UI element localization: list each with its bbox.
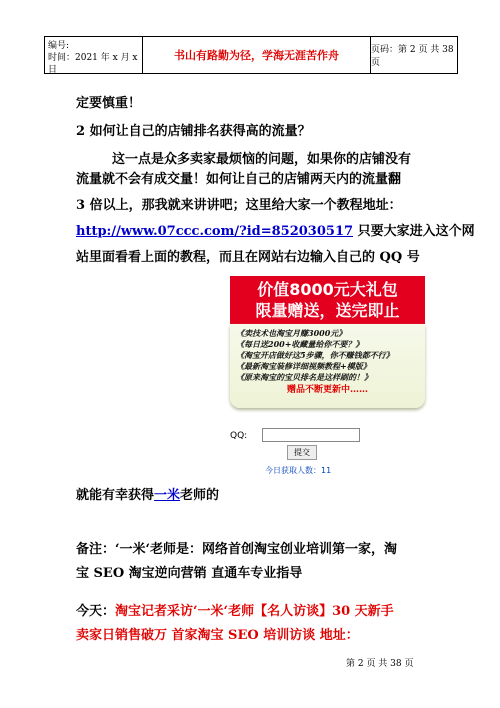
header-motto: 书山有路勤为径，学海无涯苦作舟 (143, 37, 371, 73)
body-line-3: 这一点是众多卖家最烦恼的问题，如果你的店铺没有 (112, 152, 412, 167)
banner-list (230, 324, 425, 408)
signup-count: 今日获取人数：11 (265, 466, 332, 475)
submit-button[interactable]: 提交 (287, 445, 317, 460)
banner-title (230, 276, 425, 324)
body-line-8 (76, 484, 219, 503)
banner-item: 《最新淘宝装修详细视频教程+模版》 (236, 361, 371, 371)
banner-item: 《淘宝开店做好这5步骤，你不赚钱都不行》 (236, 350, 394, 360)
body-line-5: 3 倍以上，那我就来讲讲吧；这里给大家一个教程地址： (76, 198, 402, 213)
number-label: 编号: (48, 41, 70, 51)
body-line-1: 定要慎重！ (76, 96, 142, 111)
page-footer: 第 2 页 共 38 页 (346, 659, 414, 669)
today-prefix: 今天： (76, 604, 116, 619)
document-header (44, 36, 458, 74)
banner-item: 《每日送200+收藏量给你不要？》 (236, 339, 364, 349)
section-heading: 2 如何让自己的店铺排名获得高的流量？ (76, 124, 311, 139)
gift-banner[interactable] (230, 276, 425, 406)
body-line-4: 流量就不会有成交量！如何让自己的店铺两天内的流量翻 (76, 172, 402, 187)
body-line-6-rest: 只要大家进入这个网 (353, 224, 475, 239)
body-line-8-suffix: 老师的 (180, 488, 220, 503)
teacher-link[interactable]: 一米 (154, 488, 181, 503)
body-line-8-prefix: 就能有幸获得 (76, 488, 155, 503)
banner-footer: 赠品不断更新中…… (286, 385, 368, 395)
time-label: 时间：2021 年 x 月 x 日 (48, 53, 138, 75)
body-line-7: 站里面看看上面的教程，而且在网站右边输入自己的 QQ 号 (76, 250, 420, 265)
note-line-1: 备注：‘一米‘老师是：网络首创淘宝创业培训第一家，淘 (76, 542, 398, 557)
body-line-6 (76, 220, 475, 239)
banner-item: 《卖技术也淘宝月赚3000元》 (236, 328, 347, 338)
note-line-2: 宝 SEO 淘宝逆向营销 直通车专业指导 (76, 566, 303, 581)
header-meta (45, 37, 143, 73)
today-text-1: 淘宝记者采访‘一米‘老师【名人访谈】30 天新手 (115, 604, 394, 619)
banner-item: 《原来淘宝的宝贝排名是这样刷的！》 (236, 372, 372, 382)
qq-label: QQ: (230, 431, 248, 441)
banner-title-1: 价值8000元大礼包 (257, 280, 398, 299)
today-line-2: 卖家日销售破万 首家淘宝 SEO 培训访谈 地址： (76, 628, 359, 643)
header-page-info: 页码：第 2 页 共 38 页 (371, 45, 454, 68)
qq-input[interactable] (262, 428, 360, 442)
banner-title-2: 限量赠送，送完即止 (255, 301, 400, 320)
tutorial-link[interactable]: http://www.07ccc.com/?id=852030517 (76, 224, 354, 239)
today-line-1 (76, 600, 394, 619)
